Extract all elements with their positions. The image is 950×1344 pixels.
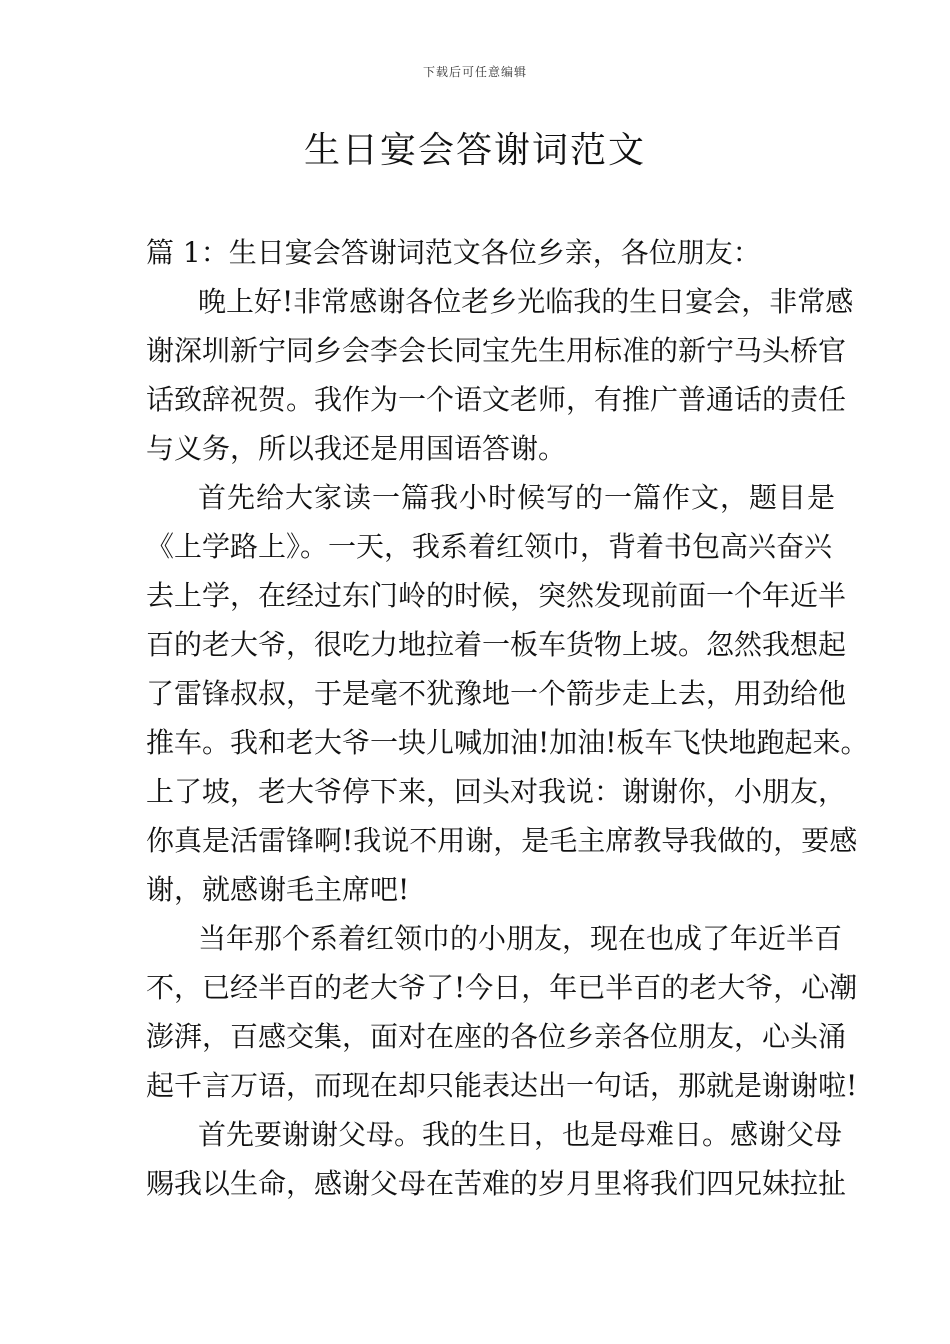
section-label: 篇 1：生日宴会答谢词范文 (146, 236, 481, 269)
body-line: 了雷锋叔叔，于是毫不犹豫地一个箭步走上去，用劲给他 (146, 677, 847, 710)
body-line: 《上学路上》。一天，我系着红领巾，背着书包高兴奋兴 (146, 530, 833, 563)
body-line: 澎湃，百感交集，面对在座的各位乡亲各位朋友，心头涌 (146, 1020, 847, 1053)
body-line: 上了坡，老大爷停下来，回头对我说：谢谢你，小朋友， (146, 775, 847, 808)
body-line: 与义务，所以我还是用国语答谢。 (146, 432, 567, 465)
body-line: 去上学，在经过东门岭的时候，突然发现前面一个年近半 (146, 579, 847, 612)
body-line: 话致辞祝贺。我作为一个语文老师，有推广普通话的责任 (146, 383, 847, 416)
body-line: 赐我以生命，感谢父母在苦难的岁月里将我们四兄妹拉扯 (146, 1167, 847, 1200)
body-line: 起千言万语，而现在却只能表达出一句话，那就是谢谢啦! (146, 1069, 858, 1102)
body-line-intro (146, 228, 761, 277)
document-title: 生日宴会答谢词范文 (303, 130, 646, 171)
body-line: 谢深圳新宁同乡会李会长同宝先生用标准的新宁马头桥官 (146, 334, 847, 367)
document-body (146, 228, 869, 1208)
body-line: 谢，就感谢毛主席吧! (146, 873, 410, 906)
body-line: 首先要谢谢父母。我的生日，也是母难日。感谢父母 (198, 1118, 843, 1151)
header-note: 下载后可任意编辑 (422, 65, 527, 79)
greeting: 各位乡亲，各位朋友： (480, 236, 761, 269)
body-line: 晚上好!非常感谢各位老乡光临我的生日宴会，非常感 (198, 285, 854, 318)
body-line: 你真是活雷锋啊!我说不用谢，是毛主席教导我做的，要感 (146, 824, 858, 857)
body-line: 百的老大爷，很吃力地拉着一板车货物上坡。忽然我想起 (146, 628, 847, 661)
body-line: 推车。我和老大爷一块儿喊加油!加油!板车飞快地跑起来。 (146, 726, 869, 759)
body-line: 当年那个系着红领巾的小朋友，现在也成了年近半百 (198, 922, 843, 955)
body-line: 不，已经半百的老大爷了!今日，年已半百的老大爷，心潮 (146, 971, 858, 1004)
body-line: 首先给大家读一篇我小时候写的一篇作文，题目是 (198, 481, 837, 514)
